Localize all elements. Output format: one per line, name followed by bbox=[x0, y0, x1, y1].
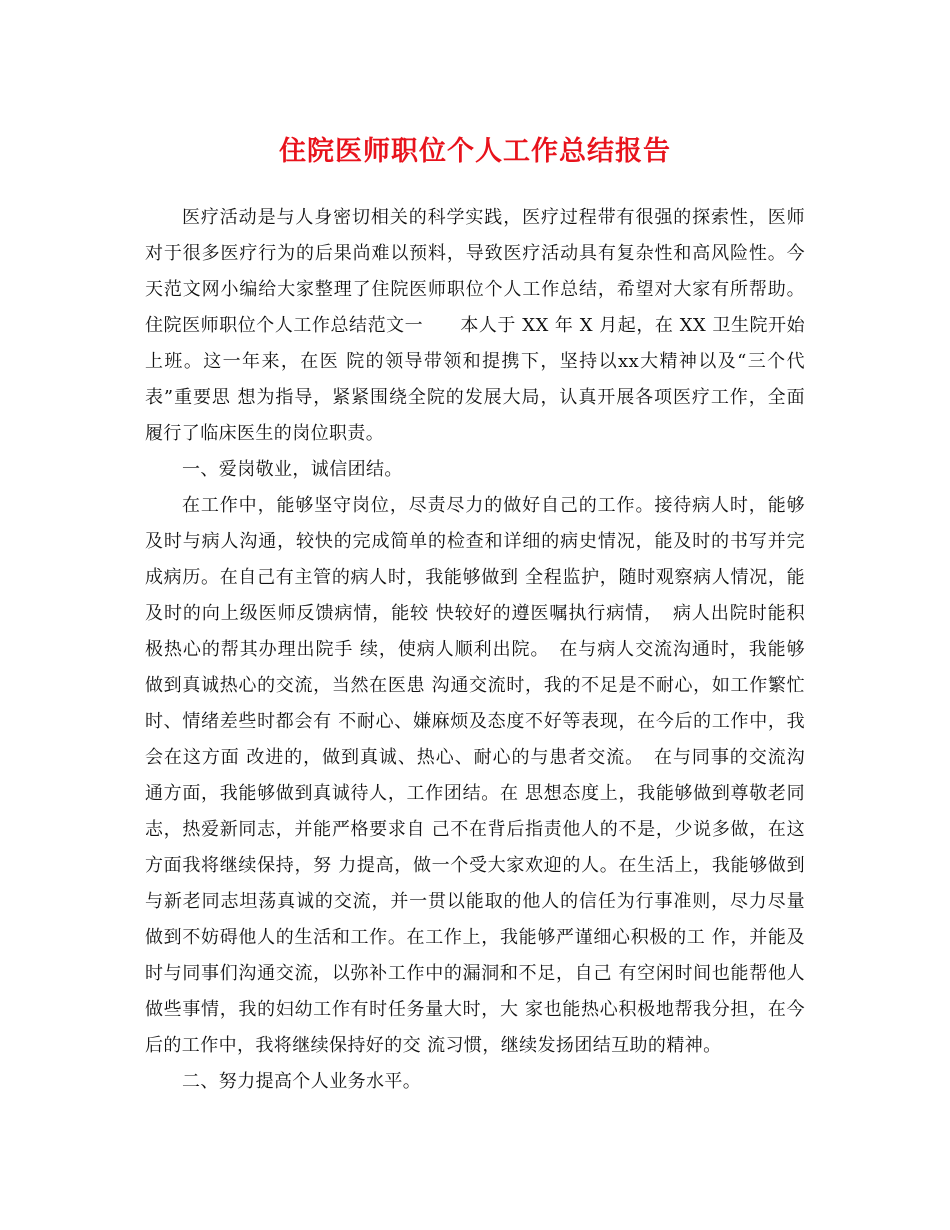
text-line: 住院医师职位个人工作总结范文一 本人于 XX 年 X 月起，在 XX 卫生院开始 bbox=[145, 315, 805, 336]
document-body bbox=[145, 200, 805, 1100]
text-line: 对于很多医疗行为的后果尚难以预料，导致医疗活动具有复杂性和高风险性。今 bbox=[145, 243, 805, 264]
text-line: 极热心的帮其办理出院手 续，使病人顺利出院。 在与病人交流沟通时，我能够 bbox=[145, 639, 805, 660]
section-heading: 一、爱岗敬业，诚信团结。 bbox=[182, 459, 403, 480]
text-line: 与新老同志坦荡真诚的交流，并一贯以能取的他人的信任为行事准则，尽力尽量 bbox=[145, 891, 805, 912]
text-line: 会在这方面 改进的，做到真诚、热心、耐心的与患者交流。 在与同事的交流沟 bbox=[145, 747, 805, 768]
text-line: 后的工作中，我将继续保持好的交 流习惯，继续发扬团结互助的精神。 bbox=[145, 1035, 722, 1056]
text-line: 上班。这一年来，在医 院的领导带领和提携下，坚持以xx大精神以及“三个代 bbox=[145, 351, 805, 372]
text-line: 时与同事们沟通交流，以弥补工作中的漏洞和不足，自己 有空闲时间也能帮他人 bbox=[145, 963, 805, 984]
text-line: 及时与病人沟通，较快的完成简单的检查和详细的病史情况，能及时的书写并完 bbox=[145, 531, 805, 552]
text-line: 表”重要思 想为指导，紧紧围绕全院的发展大局，认真开展各项医疗工作，全面 bbox=[145, 387, 805, 408]
text-line: 方面我将继续保持，努 力提高，做一个受大家欢迎的人。在生活上，我能够做到 bbox=[145, 855, 805, 876]
text-line: 做到不妨碍他人的生活和工作。在工作上，我能够严谨细心积极的工 作，并能及 bbox=[145, 927, 805, 948]
text-line: 在工作中，能够坚守岗位，尽责尽力的做好自己的工作。接待病人时，能够 bbox=[182, 495, 805, 516]
text-line: 医疗活动是与人身密切相关的科学实践，医疗过程带有很强的探索性，医师 bbox=[182, 207, 805, 228]
text-line: 做些事情，我的妇幼工作有时任务量大时，大 家也能热心积极地帮我分担，在今 bbox=[145, 999, 805, 1020]
text-line: 及时的向上级医师反馈病情，能较 快较好的遵医嘱执行病情， 病人出院时能积 bbox=[145, 603, 805, 624]
text-line: 做到真诚热心的交流，当然在医患 沟通交流时，我的不足是不耐心，如工作繁忙 bbox=[145, 675, 805, 696]
text-line: 时、情绪差些时都会有 不耐心、嫌麻烦及态度不好等表现，在今后的工作中，我 bbox=[145, 711, 805, 732]
document-title: 住院医师职位个人工作总结报告 bbox=[279, 136, 671, 167]
text-line: 通方面，我能够做到真诚待人，工作团结。在 思想态度上，我能够做到尊敬老同 bbox=[145, 783, 805, 804]
text-line: 天范文网小编给大家整理了住院医师职位个人工作总结，希望对大家有所帮助。 bbox=[145, 279, 805, 300]
text-line: 履行了临床医生的岗位职责。 bbox=[145, 423, 385, 444]
text-line: 成病历。在自己有主管的病人时，我能够做到 全程监护，随时观察病人情况，能 bbox=[145, 567, 805, 588]
section-heading: 二、努力提高个人业务水平。 bbox=[182, 1071, 422, 1092]
text-line: 志，热爱新同志，并能严格要求自 己不在背后指责他人的不是，少说多做，在这 bbox=[145, 819, 805, 840]
